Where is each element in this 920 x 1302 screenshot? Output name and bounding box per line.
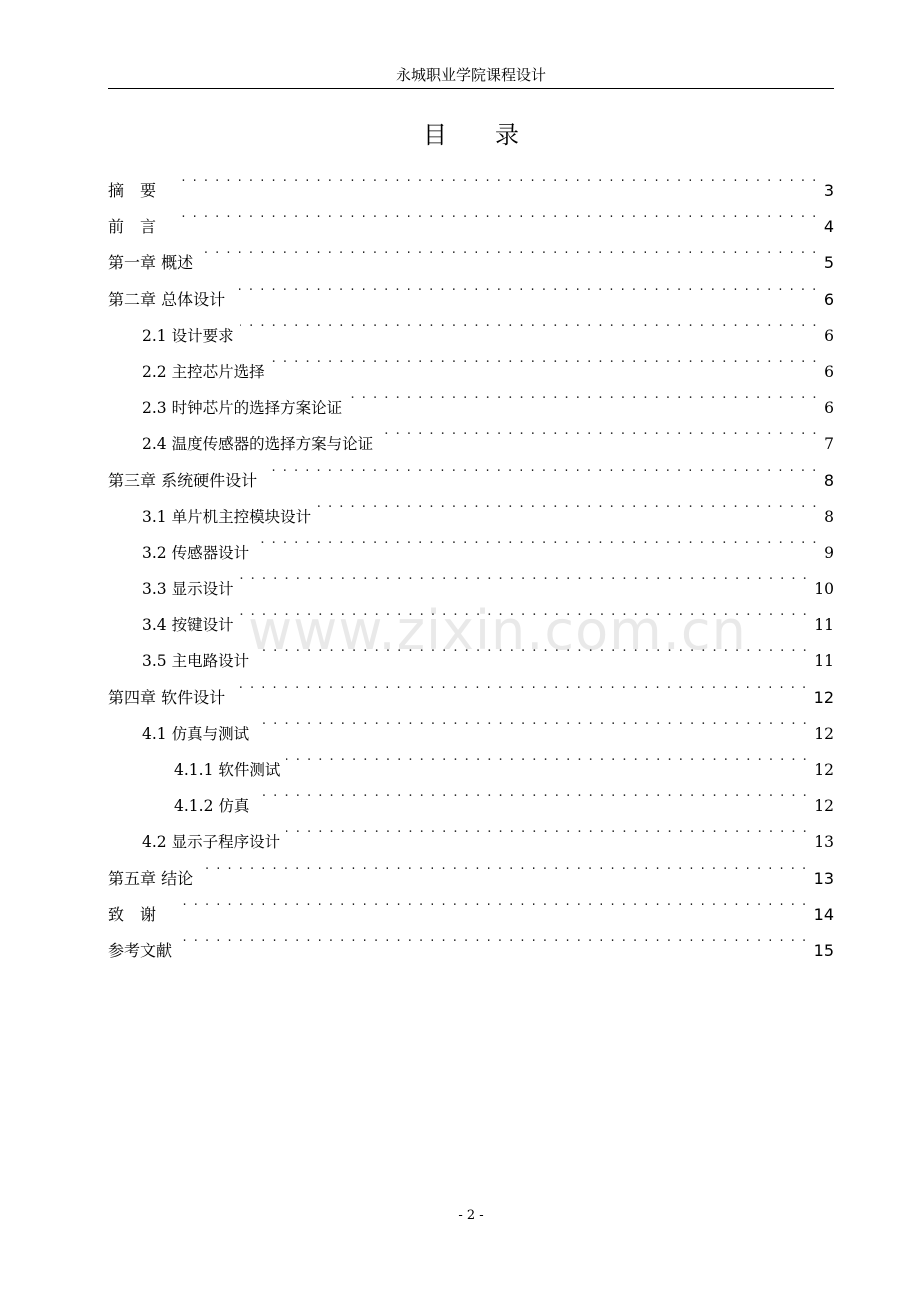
toc-dot-leader bbox=[317, 486, 818, 522]
toc-entry-label: 致谢 bbox=[108, 904, 173, 924]
toc-entry-page: 11 bbox=[814, 652, 834, 671]
toc-entry-page: 10 bbox=[814, 580, 834, 599]
toc-dot-leader bbox=[379, 413, 818, 449]
toc-entry-page: 4 bbox=[823, 217, 834, 237]
toc-entry-label: 第四章 软件设计 bbox=[108, 687, 226, 707]
toc-dot-leader bbox=[255, 522, 818, 558]
toc-entry-page: 8 bbox=[823, 470, 834, 490]
toc-entry-label: 第三章 系统硬件设计 bbox=[108, 470, 258, 490]
toc-dot-leader bbox=[178, 920, 808, 956]
toc-entry-label: 4.1 仿真与测试 bbox=[142, 724, 250, 743]
toc-entry-label: 参考文献 bbox=[108, 940, 173, 960]
toc-dot-leader bbox=[255, 703, 808, 739]
toc-entry-page: 13 bbox=[813, 868, 834, 888]
toc-entry-label: 3.2 传感器设计 bbox=[142, 543, 250, 562]
toc-dot-leader bbox=[255, 630, 808, 666]
toc-entry[interactable] bbox=[108, 884, 834, 924]
toc-entry[interactable] bbox=[108, 160, 834, 200]
toc-entry-page: 8 bbox=[824, 507, 834, 526]
toc-entry-page: 12 bbox=[814, 797, 834, 816]
watermark: www.zixin.com.cn bbox=[248, 599, 747, 662]
toc-entry-page: 14 bbox=[813, 904, 834, 924]
toc-entry-page: 12 bbox=[814, 761, 834, 779]
toc-entry-page: 6 bbox=[823, 289, 834, 309]
toc-entry-page: 15 bbox=[813, 940, 834, 960]
table-of-contents bbox=[108, 160, 834, 960]
toc-entry-label: 4.2 显示子程序设计 bbox=[142, 833, 281, 852]
toc-dot-leader bbox=[286, 811, 808, 847]
toc-dot-leader bbox=[178, 884, 808, 920]
page-number: - 2 - bbox=[458, 1208, 484, 1223]
toc-dot-leader bbox=[178, 160, 818, 196]
header-divider bbox=[108, 88, 834, 89]
toc-entry-label: 3.5 主电路设计 bbox=[142, 652, 250, 671]
toc-entry-page: 6 bbox=[824, 326, 834, 345]
toc-entry-label: 3.4 按键设计 bbox=[142, 616, 234, 635]
toc-dot-leader bbox=[199, 848, 808, 884]
toc-entry-label: 3.3 显示设计 bbox=[142, 580, 234, 599]
toc-entry-page: 9 bbox=[824, 543, 834, 562]
toc-entry-label: 第二章 总体设计 bbox=[108, 289, 226, 309]
toc-entry-label: 4.1.1 软件测试 bbox=[174, 761, 281, 779]
toc-entry-label: 第一章 概述 bbox=[108, 253, 194, 273]
toc-entry-label: 前言 bbox=[108, 217, 173, 237]
toc-dot-leader bbox=[286, 739, 808, 775]
toc-entry-label: 2.3 时钟芯片的选择方案论证 bbox=[142, 399, 343, 418]
toc-entry-page: 5 bbox=[823, 253, 834, 273]
toc-entry-label: 摘要 bbox=[108, 181, 173, 200]
toc-dot-leader bbox=[240, 594, 809, 630]
toc-dot-leader bbox=[240, 305, 818, 341]
toc-entry-label: 第五章 结论 bbox=[108, 868, 194, 888]
toc-entry[interactable] bbox=[108, 920, 834, 960]
toc-entry-page: 12 bbox=[813, 687, 834, 707]
toc-title: 目录 bbox=[423, 121, 567, 149]
toc-entry-page: 6 bbox=[824, 362, 834, 381]
toc-dot-leader bbox=[178, 196, 818, 232]
toc-entry[interactable] bbox=[108, 196, 834, 237]
toc-entry[interactable] bbox=[108, 848, 834, 888]
toc-entry[interactable] bbox=[108, 232, 834, 273]
toc-dot-leader bbox=[199, 232, 818, 268]
toc-dot-leader bbox=[263, 450, 818, 486]
toc-dot-leader bbox=[255, 775, 808, 811]
toc-entry-page: 12 bbox=[814, 724, 834, 743]
toc-entry-label: 2.1 设计要求 bbox=[142, 326, 234, 345]
toc-entry-label: 2.4 温度传感器的选择方案与论证 bbox=[142, 435, 374, 454]
toc-entry-label: 2.2 主控芯片选择 bbox=[142, 362, 265, 381]
toc-entry-label: 3.1 单片机主控模块设计 bbox=[142, 507, 312, 526]
toc-entry-page: 3 bbox=[823, 181, 834, 200]
toc-entry-page: 13 bbox=[814, 833, 834, 852]
toc-entry[interactable] bbox=[108, 269, 834, 309]
toc-dot-leader bbox=[231, 667, 808, 703]
toc-entry-page: 6 bbox=[824, 399, 834, 418]
toc-dot-leader bbox=[231, 269, 818, 305]
toc-dot-leader bbox=[271, 341, 818, 377]
toc-entry-label: 4.1.2 仿真 bbox=[174, 797, 250, 816]
toc-entry-page: 11 bbox=[814, 616, 834, 635]
toc-dot-leader bbox=[348, 377, 818, 413]
toc-entry-page: 7 bbox=[824, 435, 834, 454]
page-header: 永城职业学院课程设计 bbox=[395, 66, 546, 84]
toc-dot-leader bbox=[240, 558, 809, 594]
